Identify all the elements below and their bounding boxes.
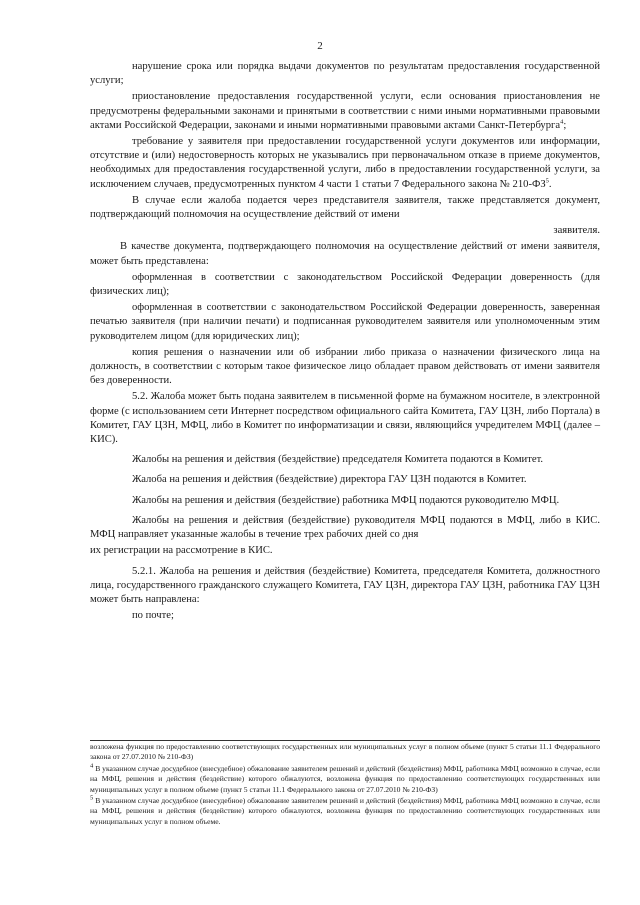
footnote-number: 5 — [90, 794, 94, 802]
footnote-text: В указанном случае досудебное (внесудебное) обжалование заявителем решений и действий (бездействия) МФЦ, работника МФЦ возможно в случае, если на МФЦ, решения и действия (бездействие) которого обжалуются, возложена функция по предоставлению соответствующих государственных или муниципальных услуг в полном объеме. — [90, 796, 600, 826]
paragraph: В случае если жалоба подается через представителя заявителя, также представляется документ, подтверждающий полномочия на осуществление действий от имени — [90, 194, 600, 221]
paragraph: оформленная в соответствии с законодательством Российской Федерации доверенность, заверенная печатью заявителя (при наличии печати) и подписанная руководителем заявителя или уполномоченным этим руководителем лицом (для юридических лиц); — [90, 302, 600, 342]
paragraph: В качестве документа, подтверждающего полномочия на осуществление действий от имени заявителя, может быть представлена: — [90, 241, 600, 267]
paragraph: 5.2.1. Жалоба на решения и действия (бездействие) Комитета, председателя Комитета, должностного лица, государственного гражданского служащего Комитета, ГАУ ЦЗН, директора ГАУ ЦЗН, работника ГАУ ЦЗН может быть направлена: — [90, 565, 600, 605]
paragraph: по почте; — [132, 610, 174, 622]
footnote-text: В указанном случае досудебное (внесудебное) обжалование заявителем решений и действий (бездействия) МФЦ, работника МФЦ возможно в случае, если на МФЦ, решения и действия (бездействие) которого обжалуются, возложена функция по предоставлению соответствующих государственных или муниципальных услуг в полном объеме (пункт 5 статьи 11.1 Федерального закона от 27.07.2010 № 210-ФЗ) — [90, 763, 600, 794]
paragraph: Жалобы на решения и действия (бездействие) работника МФЦ подаются руководителю МФЦ. — [132, 494, 560, 506]
footnote — [90, 796, 600, 827]
paragraph-end: . — [548, 178, 552, 190]
paragraph — [90, 90, 600, 133]
paragraph-text: приостановление предоставления государственной услуги, если основания приостановления не предусмотрены федеральными законами и принятыми в соответствии с ними иными нормативными правовыми актами Российской Федерации, законами и иными нормативными правовыми актами Санкт-Петербурга — [90, 91, 600, 131]
footnote-ref: 5 — [545, 177, 549, 185]
footnote — [90, 764, 600, 795]
document-body — [90, 60, 600, 625]
paragraph-tail: их регистрации на рассмотрение в КИС. — [90, 545, 273, 557]
paragraph-tail: заявителя. — [553, 225, 600, 237]
paragraph: Жалобы на решения и действия (бездействие) председателя Комитета подаются в Комитет. — [132, 454, 544, 466]
paragraph: Жалобы на решения и действия (бездействие) руководителя МФЦ подаются в МФЦ, либо в КИС. МФЦ направляет указанные жалобы в течение трех рабочих дней со дня — [90, 514, 600, 541]
paragraph: копия решения о назначении или об избрании либо приказа о назначении физического лица на должность, в соответствии с которым такое физическое лицо обладает правом действовать от имени заявителя без доверенности. — [90, 346, 600, 387]
paragraph-end: ; — [563, 119, 567, 131]
paragraph: оформленная в соответствии с законодательством Российской Федерации доверенность (для физических лиц); — [90, 271, 600, 298]
footnotes — [90, 742, 600, 828]
page-number: 2 — [317, 40, 323, 52]
paragraph: 5.2. Жалоба может быть подана заявителем в письменной форме на бумажном носителе, в электронной форме (с использованием сети Интернет посредством официального сайта Комитета, ГАУ ЦЗН, либо Портала) в Комитет, ГАУ ЦЗН, МФЦ, либо в Комитет по информатизации и связи, являющийся учредителем МФЦ (далее – КИС). — [90, 391, 600, 446]
footnote-number: 4 — [90, 762, 94, 770]
paragraph: нарушение срока или порядка выдачи документов по результатам предоставления государственной услуги; — [90, 61, 600, 87]
paragraph — [90, 135, 600, 192]
paragraph: Жалоба на решения и действия (бездействие) директора ГАУ ЦЗН подаются в Комитет. — [132, 474, 527, 486]
footnote-ref: 4 — [560, 118, 564, 126]
footnote-divider — [90, 740, 600, 741]
paragraph-text: требование у заявителя при предоставлении государственной услуги документов или информации, отсутствие и (или) недостоверность которых не указывались при первоначальном отказе в приеме документов, необходимых для предоставления государственной услуги, либо в предоставлении государственной услуги, за исключением случаев, предусмотренных пунктом 4 части 1 статьи 7 Федерального закона № 210-ФЗ — [90, 136, 600, 190]
footnote: возложена функция по предоставлению соответствующих государственных или муниципальных услуг в полном объеме (пункт 5 статьи 11.1 Федерального закона от 27.07.2010 № 210-ФЗ) — [90, 742, 600, 762]
